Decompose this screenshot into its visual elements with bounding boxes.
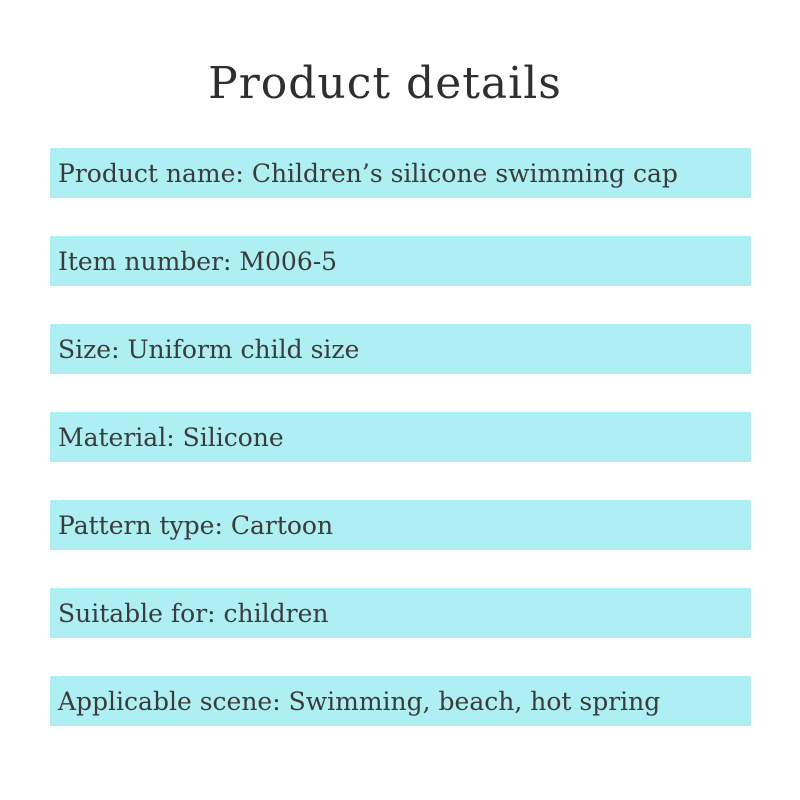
- detail-value: children: [223, 598, 329, 628]
- detail-value: Children’s silicone swimming cap: [251, 158, 678, 188]
- detail-row-applicable-scene: [50, 676, 751, 726]
- detail-label: Applicable scene:: [58, 686, 281, 716]
- detail-row-suitable-for: [50, 588, 751, 638]
- detail-label: Suitable for:: [58, 598, 216, 628]
- detail-label: Pattern type:: [58, 510, 223, 540]
- detail-label: Size:: [58, 334, 120, 364]
- detail-value: Cartoon: [230, 510, 334, 540]
- detail-row-size: [50, 324, 751, 374]
- detail-value: Swimming, beach, hot spring: [288, 686, 661, 716]
- detail-label: Product name:: [58, 158, 244, 188]
- detail-row-pattern-type: [50, 500, 751, 550]
- detail-value: Silicone: [182, 422, 284, 452]
- detail-row-product-name: [50, 148, 751, 198]
- detail-value: Uniform child size: [127, 334, 360, 364]
- product-details-list: [50, 148, 751, 764]
- detail-value: M006-5: [239, 246, 338, 276]
- detail-row-material: [50, 412, 751, 462]
- page-title: Product details: [208, 58, 562, 109]
- detail-row-item-number: [50, 236, 751, 286]
- detail-label: Item number:: [58, 246, 232, 276]
- detail-label: Material:: [58, 422, 175, 452]
